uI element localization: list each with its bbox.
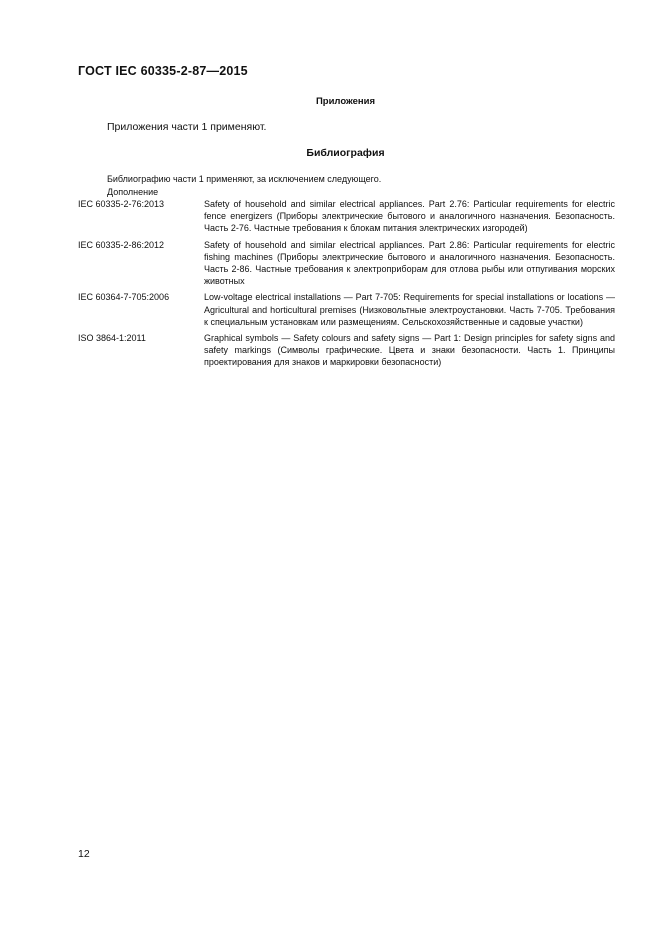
bibliography-addition-label: Дополнение: [107, 187, 159, 197]
bibliography-entry-code: ISO 3864-1:2011: [78, 333, 146, 344]
bibliography-entry: [78, 198, 615, 235]
bibliography-entry: [78, 291, 615, 328]
bibliography-intro: Библиографию части 1 применяют, за исключением следующего.: [107, 174, 382, 184]
bibliography-entry-text: Graphical symbols — Safety colours and safety signs — Part 1: Design principles for safety signs and safety markings (Символы графические. Цвета и знаки безопасности. Часть 1. Принципы проектирования для знаков и маркировки безопасности): [204, 333, 615, 368]
appendices-text: Приложения части 1 применяют.: [107, 121, 267, 133]
bibliography-entry-text: Safety of household and similar electrical appliances. Part 2.86: Particular requirements for electric fishing machines (Приборы электрические бытового и аналогичного назначения. Безопасность. Часть 2-86. Частные требования к электроприборам для отлова рыбы или отпугивания морских животных: [204, 239, 615, 287]
appendices-title: Приложения: [315, 96, 376, 107]
bibliography-entry: [78, 332, 615, 369]
bibliography-entry-text: Safety of household and similar electrical appliances. Part 2.76: Particular requirements for electric fence energizers (Приборы электрические бытового и аналогичного назначения. Безопасность. Часть 2-76. Частные требования к блокам питания электрических изгородей): [204, 199, 615, 234]
page-number: 12: [78, 848, 90, 860]
bibliography-entry-code: IEC 60335-2-76:2013: [78, 199, 165, 209]
bibliography-entry-code: IEC 60364-7-705:2006: [78, 292, 170, 303]
bibliography-list: [78, 198, 615, 373]
bibliography-title: Библиография: [306, 147, 385, 159]
document-header: ГОСТ IEC 60335-2-87—2015: [78, 64, 248, 78]
bibliography-entry-text: Low-voltage electrical installations — Part 7-705: Requirements for special installations or locations — Agricultural and horticultural premises (Низковольтные электроустановки. Часть 7-705. Требования к специальным установкам или размещениям. Сельскохозяйственные и садовые участки): [204, 292, 615, 327]
bibliography-entry: [78, 239, 615, 288]
bibliography-entry-code: IEC 60335-2-86:2012: [78, 239, 165, 250]
